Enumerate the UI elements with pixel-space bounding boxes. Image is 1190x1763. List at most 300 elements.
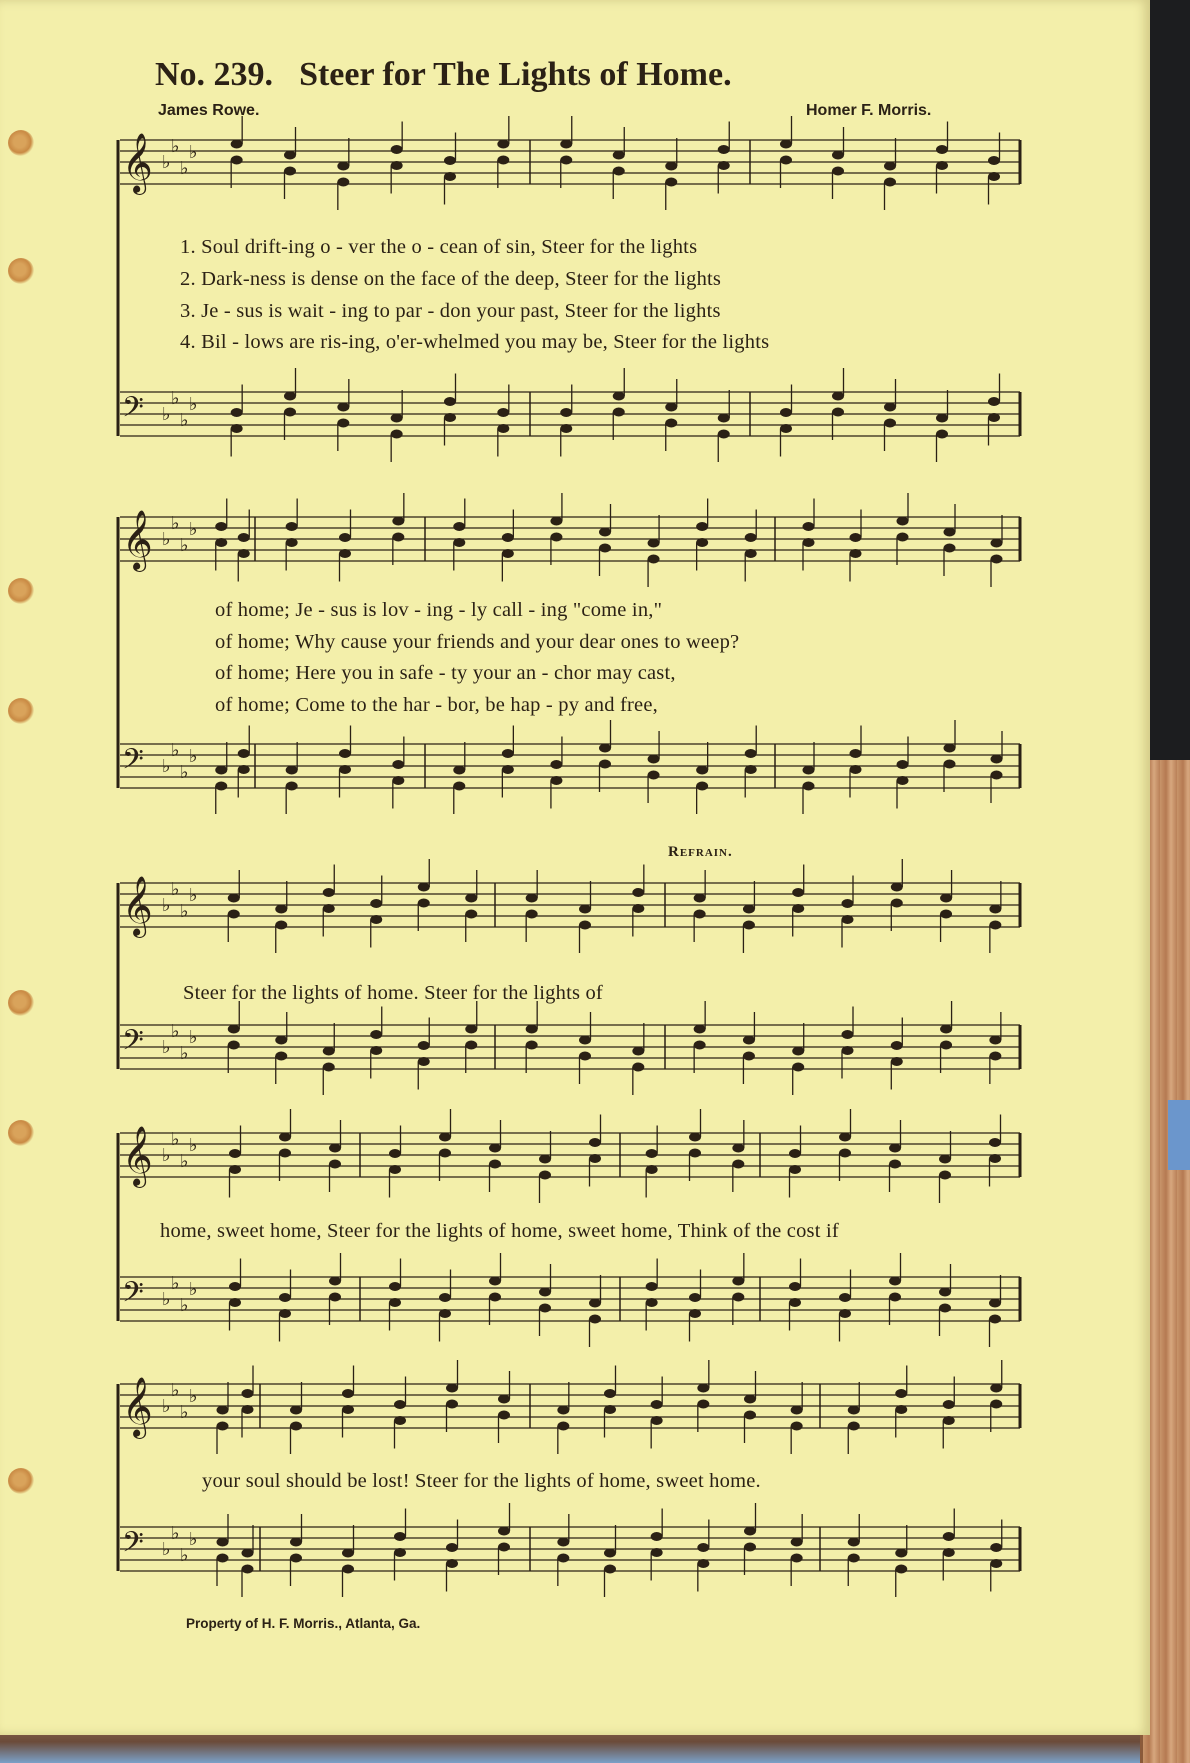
lyric-line: your soul should be lost! Steer for the lights of home, sweet home. (202, 1470, 761, 1492)
note-head (743, 1036, 755, 1045)
note-head (848, 1554, 860, 1563)
note-head (217, 1554, 229, 1563)
note-head (604, 1405, 616, 1414)
note-head (780, 424, 792, 433)
note-head (215, 766, 227, 775)
refrain-label: Refrain. (668, 844, 733, 860)
note-head (988, 156, 1000, 165)
note-head (943, 1548, 955, 1557)
note-head (697, 1559, 709, 1568)
flat-icon: ♭ (189, 519, 198, 540)
note-head (228, 1041, 240, 1050)
note-head (323, 1063, 335, 1072)
note-head (339, 749, 351, 758)
note-head (939, 1288, 951, 1297)
flat-icon: ♭ (189, 1027, 198, 1048)
note-head (560, 140, 572, 149)
hymn-number: No. 239. (155, 56, 274, 93)
note-head (228, 1025, 240, 1034)
note-head (696, 782, 708, 791)
note-head (989, 1154, 1001, 1163)
note-head (832, 408, 844, 417)
note-head (842, 915, 854, 924)
note-head (337, 419, 349, 428)
flat-icon: ♭ (180, 1545, 189, 1566)
note-head (539, 1288, 551, 1297)
note-head (989, 1138, 1001, 1147)
note-head (579, 1036, 591, 1045)
note-head (648, 555, 660, 564)
note-head (891, 883, 903, 892)
note-head (990, 1384, 1002, 1393)
note-head (780, 156, 792, 165)
note-head (418, 883, 430, 892)
note-head (453, 766, 465, 775)
note-head (557, 1554, 569, 1563)
note-head (579, 905, 591, 914)
note-head (391, 145, 403, 154)
note-head (465, 1025, 477, 1034)
note-head (696, 538, 708, 547)
note-head (284, 392, 296, 401)
note-head (217, 1406, 229, 1415)
note-head (502, 749, 514, 758)
note-head (539, 1304, 551, 1313)
note-head (342, 1389, 354, 1398)
note-head (697, 1400, 709, 1409)
lyric-line: 1. Soul drift-ing o - ver the o - cean of sin, Steer for the lights (180, 236, 698, 258)
note-head (550, 776, 562, 785)
note-head (599, 528, 611, 537)
note-head (389, 1165, 401, 1174)
note-head (439, 1149, 451, 1158)
treble-clef-icon: 𝄞 (122, 510, 153, 570)
note-head (526, 894, 538, 903)
flat-icon: ♭ (189, 746, 198, 767)
note-head (550, 517, 562, 526)
note-head (718, 145, 730, 154)
blue-tape (1168, 1100, 1190, 1170)
lyric-line: Steer for the lights of home. Steer for the lights of (183, 982, 603, 1004)
note-head (489, 1277, 501, 1286)
bass-clef-icon: 𝄢 (122, 743, 144, 783)
note-head (229, 1298, 241, 1307)
note-head (560, 156, 572, 165)
note-head (689, 1293, 701, 1302)
note-head (526, 1041, 538, 1050)
note-head (342, 1549, 354, 1558)
flat-icon: ♭ (180, 1295, 189, 1316)
note-head (936, 414, 948, 423)
lyric-line: of home; Here you in safe - ty your an - chor may cast, (215, 662, 676, 684)
lyric-line: 3. Je - sus is wait - ing to par - don your past, Steer for the lights (180, 300, 721, 322)
note-head (789, 1165, 801, 1174)
note-head (791, 1406, 803, 1415)
note-head (744, 1395, 756, 1404)
note-head (560, 408, 572, 417)
note-head (286, 522, 298, 531)
note-head (323, 1047, 335, 1056)
note-head (732, 1277, 744, 1286)
note-head (418, 899, 430, 908)
flat-icon: ♭ (162, 1396, 171, 1417)
note-head (453, 782, 465, 791)
note-head (789, 1298, 801, 1307)
note-head (990, 1400, 1002, 1409)
note-head (329, 1144, 341, 1153)
note-head (848, 1406, 860, 1415)
note-head (392, 776, 404, 785)
flat-icon: ♭ (162, 1037, 171, 1058)
note-head (604, 1565, 616, 1574)
note-head (884, 178, 896, 187)
note-head (696, 522, 708, 531)
note-head (792, 888, 804, 897)
composer: Homer F. Morris. (806, 102, 932, 119)
note-head (832, 151, 844, 160)
note-head (897, 533, 909, 542)
note-head (557, 1538, 569, 1547)
note-head (891, 899, 903, 908)
note-head (732, 1293, 744, 1302)
note-head (689, 1133, 701, 1142)
note-head (939, 1155, 951, 1164)
note-head (337, 178, 349, 187)
note-head (391, 161, 403, 170)
note-head (446, 1384, 458, 1393)
note-head (889, 1160, 901, 1169)
note-head (229, 1165, 241, 1174)
note-head (370, 1030, 382, 1039)
note-head (489, 1293, 501, 1302)
note-head (444, 397, 456, 406)
note-head (789, 1149, 801, 1158)
note-head (279, 1133, 291, 1142)
note-head (792, 1063, 804, 1072)
note-head (791, 1422, 803, 1431)
treble-clef-icon: 𝄞 (122, 1377, 153, 1437)
note-head (579, 921, 591, 930)
note-head (943, 1532, 955, 1541)
note-head (389, 1282, 401, 1291)
note-head (732, 1160, 744, 1169)
lyric-line: home, sweet home, Steer for the lights of home, sweet home, Think of the cost if (160, 1220, 839, 1242)
note-head (803, 782, 815, 791)
note-head (944, 760, 956, 769)
note-head (394, 1548, 406, 1557)
lyric-line: 4. Bil - lows are ris-ing, o'er-whelmed you may be, Steer for the lights (180, 331, 770, 353)
note-head (632, 1047, 644, 1056)
note-head (696, 766, 708, 775)
note-head (439, 1133, 451, 1142)
note-head (342, 1565, 354, 1574)
note-head (991, 555, 1003, 564)
note-head (238, 533, 250, 542)
note-head (718, 161, 730, 170)
note-head (646, 1282, 658, 1291)
note-head (502, 533, 514, 542)
note-head (444, 156, 456, 165)
note-head (940, 1025, 952, 1034)
note-head (231, 140, 243, 149)
note-head (936, 145, 948, 154)
note-head (526, 1025, 538, 1034)
note-head (465, 1041, 477, 1050)
note-head (242, 1405, 254, 1414)
note-head (789, 1282, 801, 1291)
note-head (215, 538, 227, 547)
note-head (792, 1047, 804, 1056)
note-head (497, 408, 509, 417)
note-head (231, 408, 243, 417)
flat-icon: ♭ (162, 404, 171, 425)
note-head (589, 1315, 601, 1324)
note-head (940, 1041, 952, 1050)
note-head (599, 744, 611, 753)
note-head (557, 1406, 569, 1415)
note-head (648, 771, 660, 780)
note-head (613, 167, 625, 176)
note-head (323, 904, 335, 913)
note-head (744, 1411, 756, 1420)
note-head (217, 1538, 229, 1547)
note-head (989, 1036, 1001, 1045)
bass-clef-icon: 𝄢 (122, 391, 144, 431)
note-head (689, 1309, 701, 1318)
note-head (231, 424, 243, 433)
note-head (839, 1149, 851, 1158)
note-head (848, 1422, 860, 1431)
note-head (231, 156, 243, 165)
note-head (242, 1565, 254, 1574)
note-head (391, 414, 403, 423)
note-head (780, 408, 792, 417)
lyric-line: 2. Dark-ness is dense on the face of the deep, Steer for the lights (180, 268, 722, 290)
note-head (990, 1559, 1002, 1568)
note-head (613, 408, 625, 417)
note-head (370, 899, 382, 908)
flat-icon: ♭ (180, 1402, 189, 1423)
note-head (665, 178, 677, 187)
note-head (579, 1052, 591, 1061)
note-head (339, 765, 351, 774)
note-head (238, 549, 250, 558)
flat-icon: ♭ (162, 529, 171, 550)
bass-clef-icon: 𝄢 (122, 1024, 144, 1064)
note-head (803, 766, 815, 775)
note-head (465, 910, 477, 919)
note-head (944, 744, 956, 753)
note-head (389, 1298, 401, 1307)
note-head (392, 533, 404, 542)
note-head (651, 1400, 663, 1409)
note-head (632, 904, 644, 913)
note-head (745, 533, 757, 542)
note-head (839, 1293, 851, 1302)
flat-icon: ♭ (180, 535, 189, 556)
flat-icon: ♭ (171, 1380, 180, 1401)
note-head (599, 544, 611, 553)
flat-icon: ♭ (162, 152, 171, 173)
flat-icon: ♭ (180, 1151, 189, 1172)
note-head (453, 538, 465, 547)
note-head (286, 538, 298, 547)
note-head (646, 1298, 658, 1307)
note-head (842, 1046, 854, 1055)
note-head (832, 167, 844, 176)
note-head (895, 1389, 907, 1398)
note-head (897, 517, 909, 526)
note-head (884, 419, 896, 428)
note-head (394, 1400, 406, 1409)
note-head (744, 1543, 756, 1552)
note-head (665, 403, 677, 412)
note-head (803, 522, 815, 531)
note-head (646, 1149, 658, 1158)
note-head (943, 1416, 955, 1425)
flat-icon: ♭ (162, 1289, 171, 1310)
note-head (944, 528, 956, 537)
note-head (215, 782, 227, 791)
note-head (743, 921, 755, 930)
note-head (943, 1400, 955, 1409)
note-head (498, 1527, 510, 1536)
note-head (842, 1030, 854, 1039)
note-head (803, 538, 815, 547)
note-head (884, 162, 896, 171)
note-head (651, 1548, 663, 1557)
note-head (497, 140, 509, 149)
flat-icon: ♭ (180, 158, 189, 179)
note-head (745, 749, 757, 758)
note-head (646, 1165, 658, 1174)
note-head (648, 755, 660, 764)
note-head (489, 1144, 501, 1153)
note-head (665, 162, 677, 171)
note-head (229, 1282, 241, 1291)
lyric-line: of home; Come to the har - bor, be hap - py and free, (215, 694, 658, 716)
flat-icon: ♭ (189, 1135, 198, 1156)
flat-icon: ♭ (162, 756, 171, 777)
note-head (370, 1046, 382, 1055)
note-head (891, 1057, 903, 1066)
note-head (339, 549, 351, 558)
note-head (694, 894, 706, 903)
note-head (850, 533, 862, 542)
note-head (889, 1144, 901, 1153)
note-head (279, 1309, 291, 1318)
note-head (897, 760, 909, 769)
note-head (743, 905, 755, 914)
note-head (465, 894, 477, 903)
note-head (589, 1138, 601, 1147)
hymn-title: Steer for The Lights of Home. (299, 56, 732, 93)
note-head (539, 1155, 551, 1164)
lyric-line: of home; Why cause your friends and your dear ones to weep? (215, 631, 740, 653)
note-head (940, 894, 952, 903)
note-head (286, 782, 298, 791)
note-head (991, 771, 1003, 780)
flat-icon: ♭ (171, 740, 180, 761)
note-head (718, 430, 730, 439)
note-head (242, 1389, 254, 1398)
note-head (284, 151, 296, 160)
note-head (550, 760, 562, 769)
note-head (944, 544, 956, 553)
note-head (989, 1299, 1001, 1308)
lyric-line: of home; Je - sus is lov - ing - ly call - ing "come in," (215, 599, 663, 621)
bass-clef-icon: 𝄢 (122, 1526, 144, 1566)
note-head (329, 1277, 341, 1286)
note-head (988, 397, 1000, 406)
note-head (989, 1052, 1001, 1061)
lyricist: James Rowe. (158, 102, 260, 119)
note-head (392, 517, 404, 526)
note-head (238, 749, 250, 758)
note-head (453, 522, 465, 531)
flat-icon: ♭ (189, 1279, 198, 1300)
note-head (539, 1171, 551, 1180)
flat-icon: ♭ (180, 410, 189, 431)
flat-icon: ♭ (162, 1539, 171, 1560)
flat-icon: ♭ (171, 879, 180, 900)
note-head (394, 1416, 406, 1425)
note-head (557, 1422, 569, 1431)
note-head (895, 1405, 907, 1414)
note-head (689, 1149, 701, 1158)
flat-icon: ♭ (180, 901, 189, 922)
note-head (694, 910, 706, 919)
note-head (286, 766, 298, 775)
note-head (599, 760, 611, 769)
note-head (988, 413, 1000, 422)
note-head (228, 894, 240, 903)
note-head (791, 1554, 803, 1563)
note-head (891, 1041, 903, 1050)
note-head (850, 749, 862, 758)
note-head (439, 1293, 451, 1302)
note-head (498, 1395, 510, 1404)
note-head (939, 1171, 951, 1180)
note-head (502, 765, 514, 774)
note-head (446, 1543, 458, 1552)
note-head (498, 1411, 510, 1420)
flat-icon: ♭ (189, 885, 198, 906)
note-head (337, 162, 349, 171)
bass-clef-icon: 𝄢 (122, 1276, 144, 1316)
note-head (989, 1315, 1001, 1324)
note-head (446, 1559, 458, 1568)
note-head (745, 549, 757, 558)
note-head (842, 899, 854, 908)
note-head (290, 1422, 302, 1431)
flat-icon: ♭ (189, 142, 198, 163)
note-head (502, 549, 514, 558)
note-head (242, 1549, 254, 1558)
treble-clef-icon: 𝄞 (122, 1126, 153, 1186)
note-head (694, 1025, 706, 1034)
note-head (526, 910, 538, 919)
note-head (394, 1532, 406, 1541)
flat-icon: ♭ (189, 1529, 198, 1550)
note-head (989, 905, 1001, 914)
flat-icon: ♭ (171, 1129, 180, 1150)
note-head (444, 413, 456, 422)
note-head (290, 1538, 302, 1547)
note-head (850, 765, 862, 774)
note-head (832, 392, 844, 401)
note-head (290, 1554, 302, 1563)
